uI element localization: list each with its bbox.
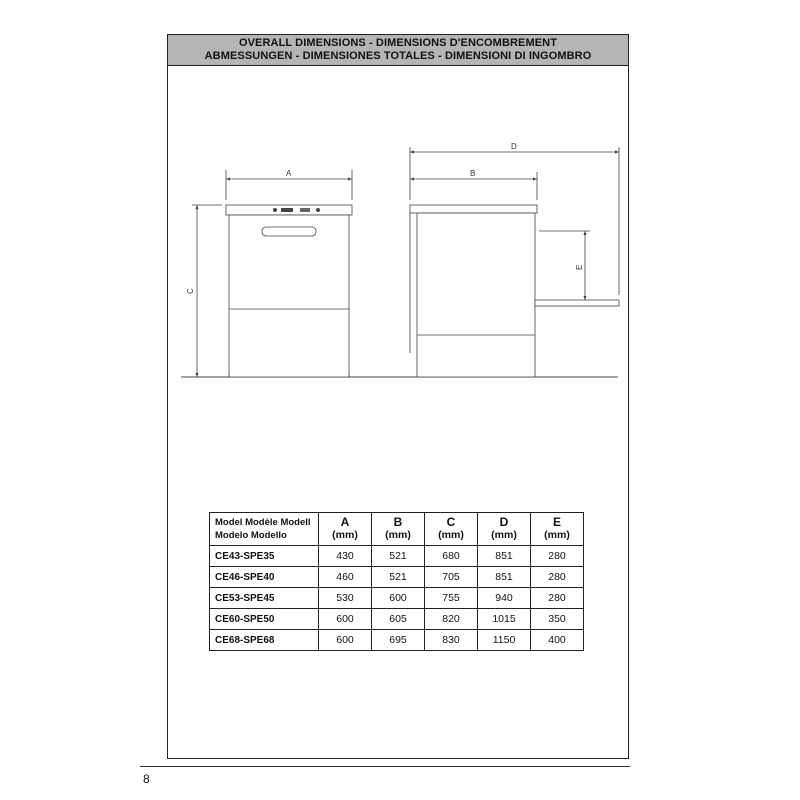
- model-cell: CE68-SPE68: [210, 630, 319, 651]
- table-row: [210, 630, 584, 651]
- model-cell: CE60-SPE50: [210, 609, 319, 630]
- value-cell-e: 280: [531, 588, 584, 609]
- model-column-header: [210, 513, 319, 546]
- value-cell-a: 430: [319, 546, 372, 567]
- value-cell-a: 460: [319, 567, 372, 588]
- column-header-e: E (mm): [531, 513, 584, 546]
- value-cell-a: 530: [319, 588, 372, 609]
- front-view: [226, 205, 352, 377]
- title-line-2: ABMESSUNGEN - DIMENSIONES TOTALES - DIMENSIONI DI INGOMBRO: [204, 50, 592, 62]
- value-cell-b: 521: [372, 546, 425, 567]
- value-cell-c: 830: [425, 630, 478, 651]
- value-cell-c: 755: [425, 588, 478, 609]
- table-row: [210, 567, 584, 588]
- value-cell-a: 600: [319, 630, 372, 651]
- column-header-d: D (mm): [478, 513, 531, 546]
- value-cell-c: 820: [425, 609, 478, 630]
- dim-label-a: A: [286, 169, 292, 178]
- value-cell-d: 1150: [478, 630, 531, 651]
- value-cell-e: 280: [531, 567, 584, 588]
- value-cell-b: 605: [372, 609, 425, 630]
- value-cell-b: 695: [372, 630, 425, 651]
- value-cell-d: 851: [478, 567, 531, 588]
- dimensions-table: [209, 512, 584, 651]
- value-cell-e: 280: [531, 546, 584, 567]
- value-cell-d: 851: [478, 546, 531, 567]
- model-cell: CE43-SPE35: [210, 546, 319, 567]
- dim-label-e: E: [575, 264, 584, 270]
- value-cell-b: 600: [372, 588, 425, 609]
- footer-rule: [140, 766, 630, 767]
- value-cell-d: 1015: [478, 609, 531, 630]
- value-cell-c: 680: [425, 546, 478, 567]
- column-header-b: B (mm): [372, 513, 425, 546]
- value-cell-b: 521: [372, 567, 425, 588]
- value-cell-a: 600: [319, 609, 372, 630]
- table-row: [210, 546, 584, 567]
- page-number: 8: [143, 772, 150, 786]
- table-row: [210, 609, 584, 630]
- dim-label-b: B: [470, 169, 476, 178]
- model-cell: CE46-SPE40: [210, 567, 319, 588]
- value-cell-e: 350: [531, 609, 584, 630]
- title-line-1: OVERALL DIMENSIONS - DIMENSIONS D'ENCOMBREMENT: [238, 37, 558, 49]
- column-header-a: A (mm): [319, 513, 372, 546]
- model-cell: CE53-SPE45: [210, 588, 319, 609]
- dim-label-c: C: [186, 288, 195, 294]
- value-cell-d: 940: [478, 588, 531, 609]
- table-row: [210, 588, 584, 609]
- dim-label-d: D: [511, 142, 517, 151]
- column-header-c: C (mm): [425, 513, 478, 546]
- table-header-row: [210, 513, 584, 546]
- value-cell-e: 400: [531, 630, 584, 651]
- model-header-line-2: Modelo Modello: [215, 530, 287, 541]
- model-header-line-1: Model Modèle Modell: [215, 517, 311, 528]
- value-cell-c: 705: [425, 567, 478, 588]
